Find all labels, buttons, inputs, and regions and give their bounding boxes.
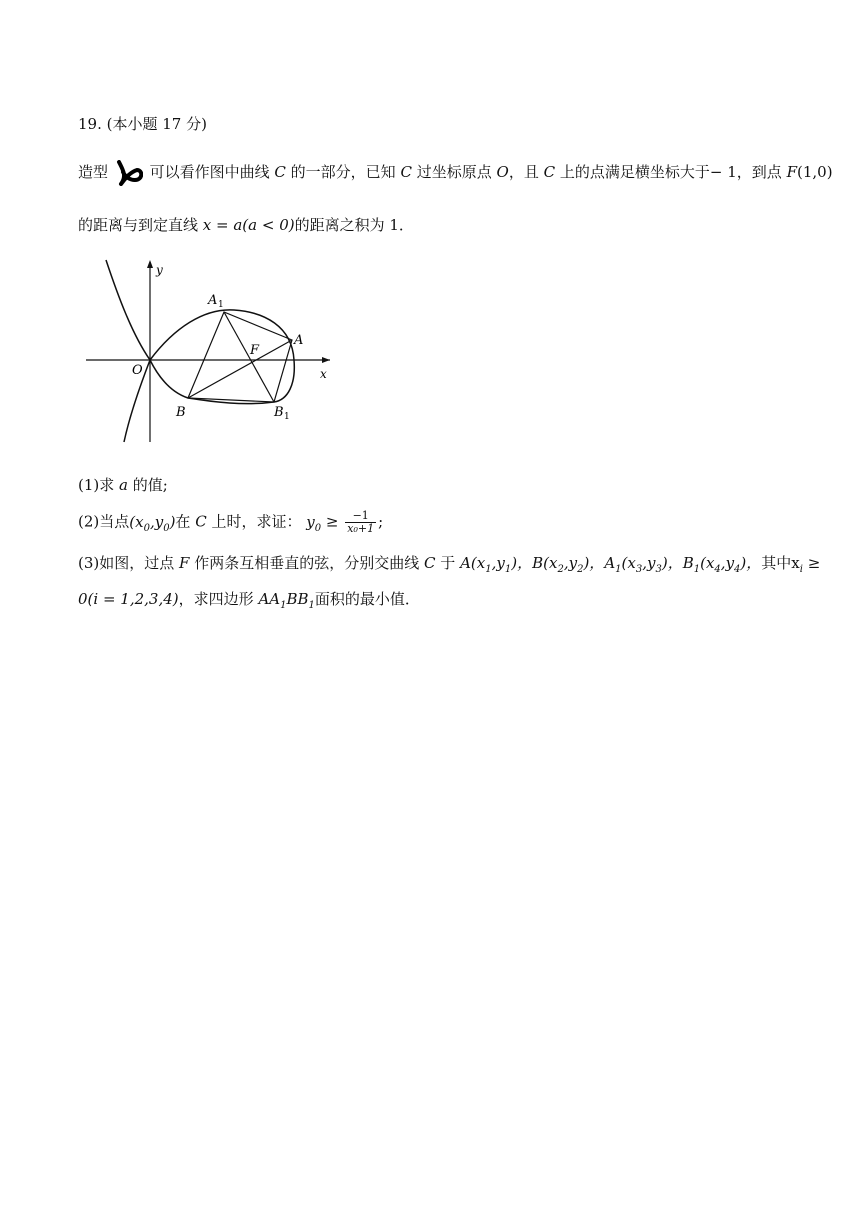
question-part-1 xyxy=(78,474,168,495)
question-part-3-line-1 xyxy=(78,552,820,575)
text: 其中x xyxy=(761,554,800,572)
math: y xyxy=(306,512,315,531)
label-B1: B xyxy=(274,405,284,420)
chord-A1B1 xyxy=(224,312,274,402)
label-B1-sub: 1 xyxy=(284,412,290,422)
label-F: F xyxy=(250,343,260,358)
math: )， xyxy=(583,554,605,572)
math-point-B1 xyxy=(682,554,762,575)
math: B(x xyxy=(532,554,558,572)
fraction-denominator: x₀+1 xyxy=(347,522,375,535)
math: A(x xyxy=(460,554,486,572)
math-C: C xyxy=(543,163,556,181)
math-C: C xyxy=(274,163,286,181)
sub: 0 xyxy=(143,522,150,534)
text: 上时，求证： xyxy=(211,512,302,531)
label-x: x xyxy=(320,367,327,381)
math: )， xyxy=(511,554,533,572)
math-fraction xyxy=(345,510,376,535)
question-part-2 xyxy=(78,510,383,535)
text: 的值; xyxy=(132,476,168,494)
sub: 1 xyxy=(504,564,512,575)
label-O: O xyxy=(132,363,143,378)
math-C: C xyxy=(424,554,436,572)
curve-C-loop xyxy=(150,310,294,404)
sub: 1 xyxy=(615,564,622,575)
sub: 2 xyxy=(577,564,584,575)
shape-logo-icon xyxy=(115,160,143,186)
math-point-B xyxy=(532,554,605,575)
math: )， xyxy=(740,554,762,572)
text: 的一部分，已知 xyxy=(290,163,396,181)
label-A1: A xyxy=(208,293,218,308)
text: 在 xyxy=(175,512,191,531)
math-F-coord: (1,0) xyxy=(797,163,833,181)
math: A xyxy=(604,554,616,572)
math: ,y xyxy=(720,554,735,572)
label-A: A xyxy=(294,333,304,348)
math-line-eq: x = a(a < 0) xyxy=(202,216,295,234)
math-y0 xyxy=(306,512,322,534)
text: 作两条互相垂直的弦，分别交曲线 xyxy=(194,554,420,572)
math-a: a xyxy=(119,476,128,494)
text: ，求四边形 xyxy=(178,590,254,608)
math: ,y xyxy=(563,554,578,572)
math: (x xyxy=(129,512,144,531)
text: (3)如图，过点 xyxy=(78,554,175,572)
math: )， xyxy=(661,554,683,572)
sub: 1 xyxy=(308,600,315,611)
sub: 1 xyxy=(485,564,492,575)
text: 过坐标原点 xyxy=(416,163,492,181)
math-geq: ≥ xyxy=(321,512,344,531)
text: ; xyxy=(378,512,384,531)
question-part-3-line-2 xyxy=(78,588,420,611)
math-C: C xyxy=(400,163,412,181)
text: 造型 xyxy=(78,163,109,181)
label-B: B xyxy=(176,405,186,420)
sub: 3 xyxy=(655,564,662,575)
y-axis-arrow-icon xyxy=(147,260,153,268)
question-header xyxy=(78,113,207,134)
text: 可以看作图中曲线 xyxy=(149,163,270,181)
math-quadrilateral xyxy=(258,590,315,611)
math-F: F xyxy=(786,163,797,181)
math-point-A1 xyxy=(604,554,683,575)
math-geq: ≥ xyxy=(802,554,821,572)
intro-line-2 xyxy=(78,214,414,235)
sub: 4 xyxy=(734,564,741,575)
text: (1)求 xyxy=(78,476,115,494)
sub: 0 xyxy=(314,522,322,534)
label-A1-sub: 1 xyxy=(218,300,224,310)
label-y: y xyxy=(156,263,163,277)
text: 的距离之积为 1． xyxy=(294,216,414,234)
math: ,y xyxy=(642,554,656,572)
math: ) xyxy=(169,512,176,531)
math-point-A xyxy=(460,554,533,575)
math: ,y xyxy=(491,554,505,572)
text: ，到点 xyxy=(736,163,782,181)
math-O: O xyxy=(496,163,509,181)
math-C: C xyxy=(195,512,207,531)
sub: 3 xyxy=(635,564,643,575)
sub: i xyxy=(799,564,803,575)
chord-AB xyxy=(188,340,292,398)
math: (x xyxy=(621,554,636,572)
sub: 4 xyxy=(714,564,721,575)
math: B xyxy=(682,554,694,572)
sub: 0 xyxy=(163,522,170,534)
math-F: F xyxy=(179,554,190,572)
x-axis-arrow-icon xyxy=(322,357,330,363)
text: 上的点满足横坐标大于 xyxy=(559,163,710,181)
text: ，且 xyxy=(508,163,539,181)
text: 面积的最小值． xyxy=(314,590,420,608)
math-point xyxy=(129,512,176,534)
math: AA xyxy=(258,590,281,608)
math-index-range: 0(i = 1,2,3,4) xyxy=(78,590,179,608)
quadrilateral-AA1BB1 xyxy=(188,312,292,402)
intro-line-1 xyxy=(78,160,833,186)
text: (2)当点 xyxy=(78,512,130,531)
text: 的距离与到定直线 xyxy=(78,216,199,234)
fraction-numerator: −1 xyxy=(345,510,376,523)
math-neg1: − 1 xyxy=(709,163,737,181)
math: ,y xyxy=(149,512,164,531)
sub: 2 xyxy=(557,564,564,575)
sub: 1 xyxy=(280,600,287,611)
sub: 1 xyxy=(693,564,701,575)
question-number: 19. (本小题 17 分) xyxy=(78,115,207,133)
math: BB xyxy=(286,590,309,608)
text: 于 xyxy=(440,554,456,572)
math: (x xyxy=(700,554,715,572)
curve-figure xyxy=(84,256,334,446)
curve-C-upper-left xyxy=(106,260,150,360)
